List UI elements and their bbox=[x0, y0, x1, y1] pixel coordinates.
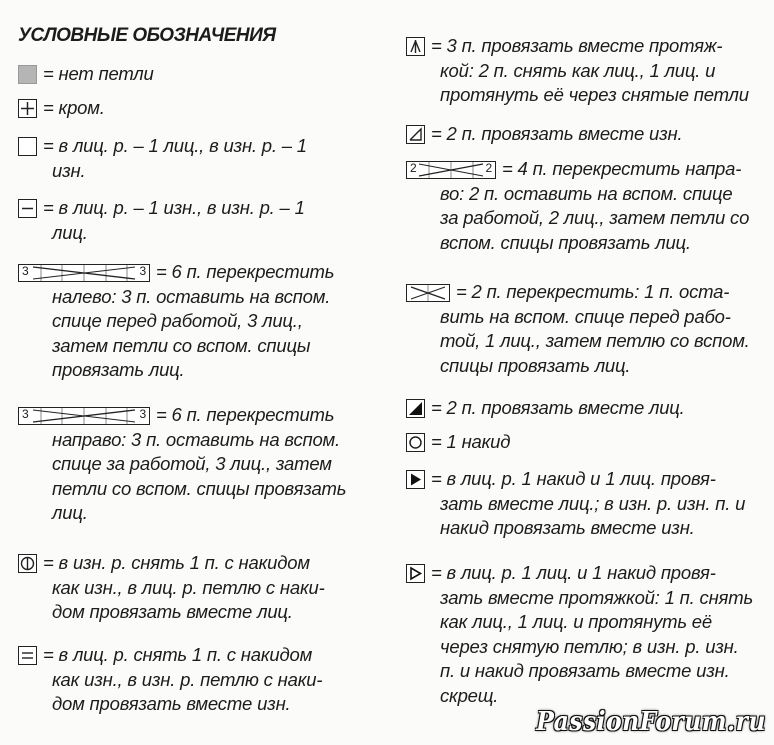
cross-left-6-icon bbox=[18, 264, 150, 282]
page-title: УСЛОВНЫЕ ОБОЗНАЧЕНИЯ bbox=[18, 25, 276, 46]
legend-entry: 3 3 = 6 п. перекрестить направо: 3 п. оставить на вспом. спице за работой, 3 лиц., затем петли со вспом. спицы провязать лиц. bbox=[18, 403, 346, 526]
cable-number: 3 bbox=[139, 407, 146, 421]
k2tog-icon bbox=[406, 399, 425, 418]
cdd-icon bbox=[406, 37, 425, 56]
legend-entry: = в лиц. р. снять 1 п. с накидом как изн., в изн. р. петлю с наки- дом провязать вместе изн. bbox=[18, 643, 322, 717]
legend-entry: = 3 п. провязать вместе протяж- кой: 2 п. снять как лиц., 1 лиц. и протянуть её через снятые петли bbox=[406, 34, 749, 108]
p2tog-icon bbox=[406, 125, 425, 144]
legend-entry: = кром. bbox=[18, 96, 105, 121]
legend-entry: = 2 п. перекрестить: 1 п. оста- вить на вспом. спице перед рабо- той, 1 лиц., затем петлю со вспом. спицы провязать лиц. bbox=[406, 280, 750, 378]
legend-entry: = 2 п. провязать вместе лиц. bbox=[406, 396, 685, 421]
legend-entry: = нет петли bbox=[18, 62, 154, 87]
legend-entry: = в изн. р. снять 1 п. с накидом как изн., в лиц. р. петлю с наки- дом провязать вместе лиц. bbox=[18, 551, 325, 625]
cable-number: 3 bbox=[22, 407, 29, 421]
legend-entry: = в лиц. р. 1 лиц. и 1 накид провя- зать вместе протяжкой: 1 п. снять как лиц., 1 лиц. и протянуть её через снятую петлю; в изн. р. изн. п. и накид провязать вместе изн. скрещ. bbox=[406, 561, 753, 708]
cable-number: 3 bbox=[22, 264, 29, 278]
legend-entry: = в лиц. р. 1 накид и 1 лиц. провя- зать вместе лиц.; в изн. р. изн. п. и накид провязать вместе изн. bbox=[406, 467, 745, 541]
legend-entry: = 2 п. провязать вместе изн. bbox=[406, 122, 682, 147]
cross-right-4-icon bbox=[406, 161, 496, 179]
empty-square-icon bbox=[18, 137, 37, 156]
dash-square-icon bbox=[18, 199, 37, 218]
legend-entry: = в лиц. р. – 1 изн., в изн. р. – 1 лиц. bbox=[18, 196, 305, 245]
legend-entry: = в лиц. р. – 1 лиц., в изн. р. – 1 изн. bbox=[18, 134, 307, 183]
legend-entry: 2 2 = 4 п. перекрестить напра- во: 2 п. оставить на вспом. спице за работой, 2 лиц., затем петли со вспом. спицы провязать лиц. bbox=[406, 157, 749, 255]
watermark: PassionForum.ru bbox=[536, 707, 766, 737]
yarn-over-icon bbox=[406, 433, 425, 452]
gray-square-icon bbox=[18, 65, 37, 84]
cable-number: 2 bbox=[410, 161, 417, 175]
cross-right-6-icon bbox=[18, 407, 150, 425]
cable-number: 2 bbox=[485, 161, 492, 175]
outline-triangle-icon bbox=[406, 564, 425, 583]
legend-entry: = 1 накид bbox=[406, 430, 510, 455]
plus-square-icon bbox=[18, 99, 37, 118]
cable-number: 3 bbox=[139, 264, 146, 278]
slip-yo-knit-icon bbox=[18, 646, 37, 665]
cross-left-2-icon bbox=[406, 284, 450, 302]
slip-yo-purl-icon bbox=[18, 554, 37, 573]
filled-triangle-icon bbox=[406, 470, 425, 489]
legend-entry: 3 3 = 6 п. перекрестить налево: 3 п. оставить на вспом. спице перед работой, 3 лиц., затем петли со вспом. спицы провязать лиц. bbox=[18, 260, 334, 383]
